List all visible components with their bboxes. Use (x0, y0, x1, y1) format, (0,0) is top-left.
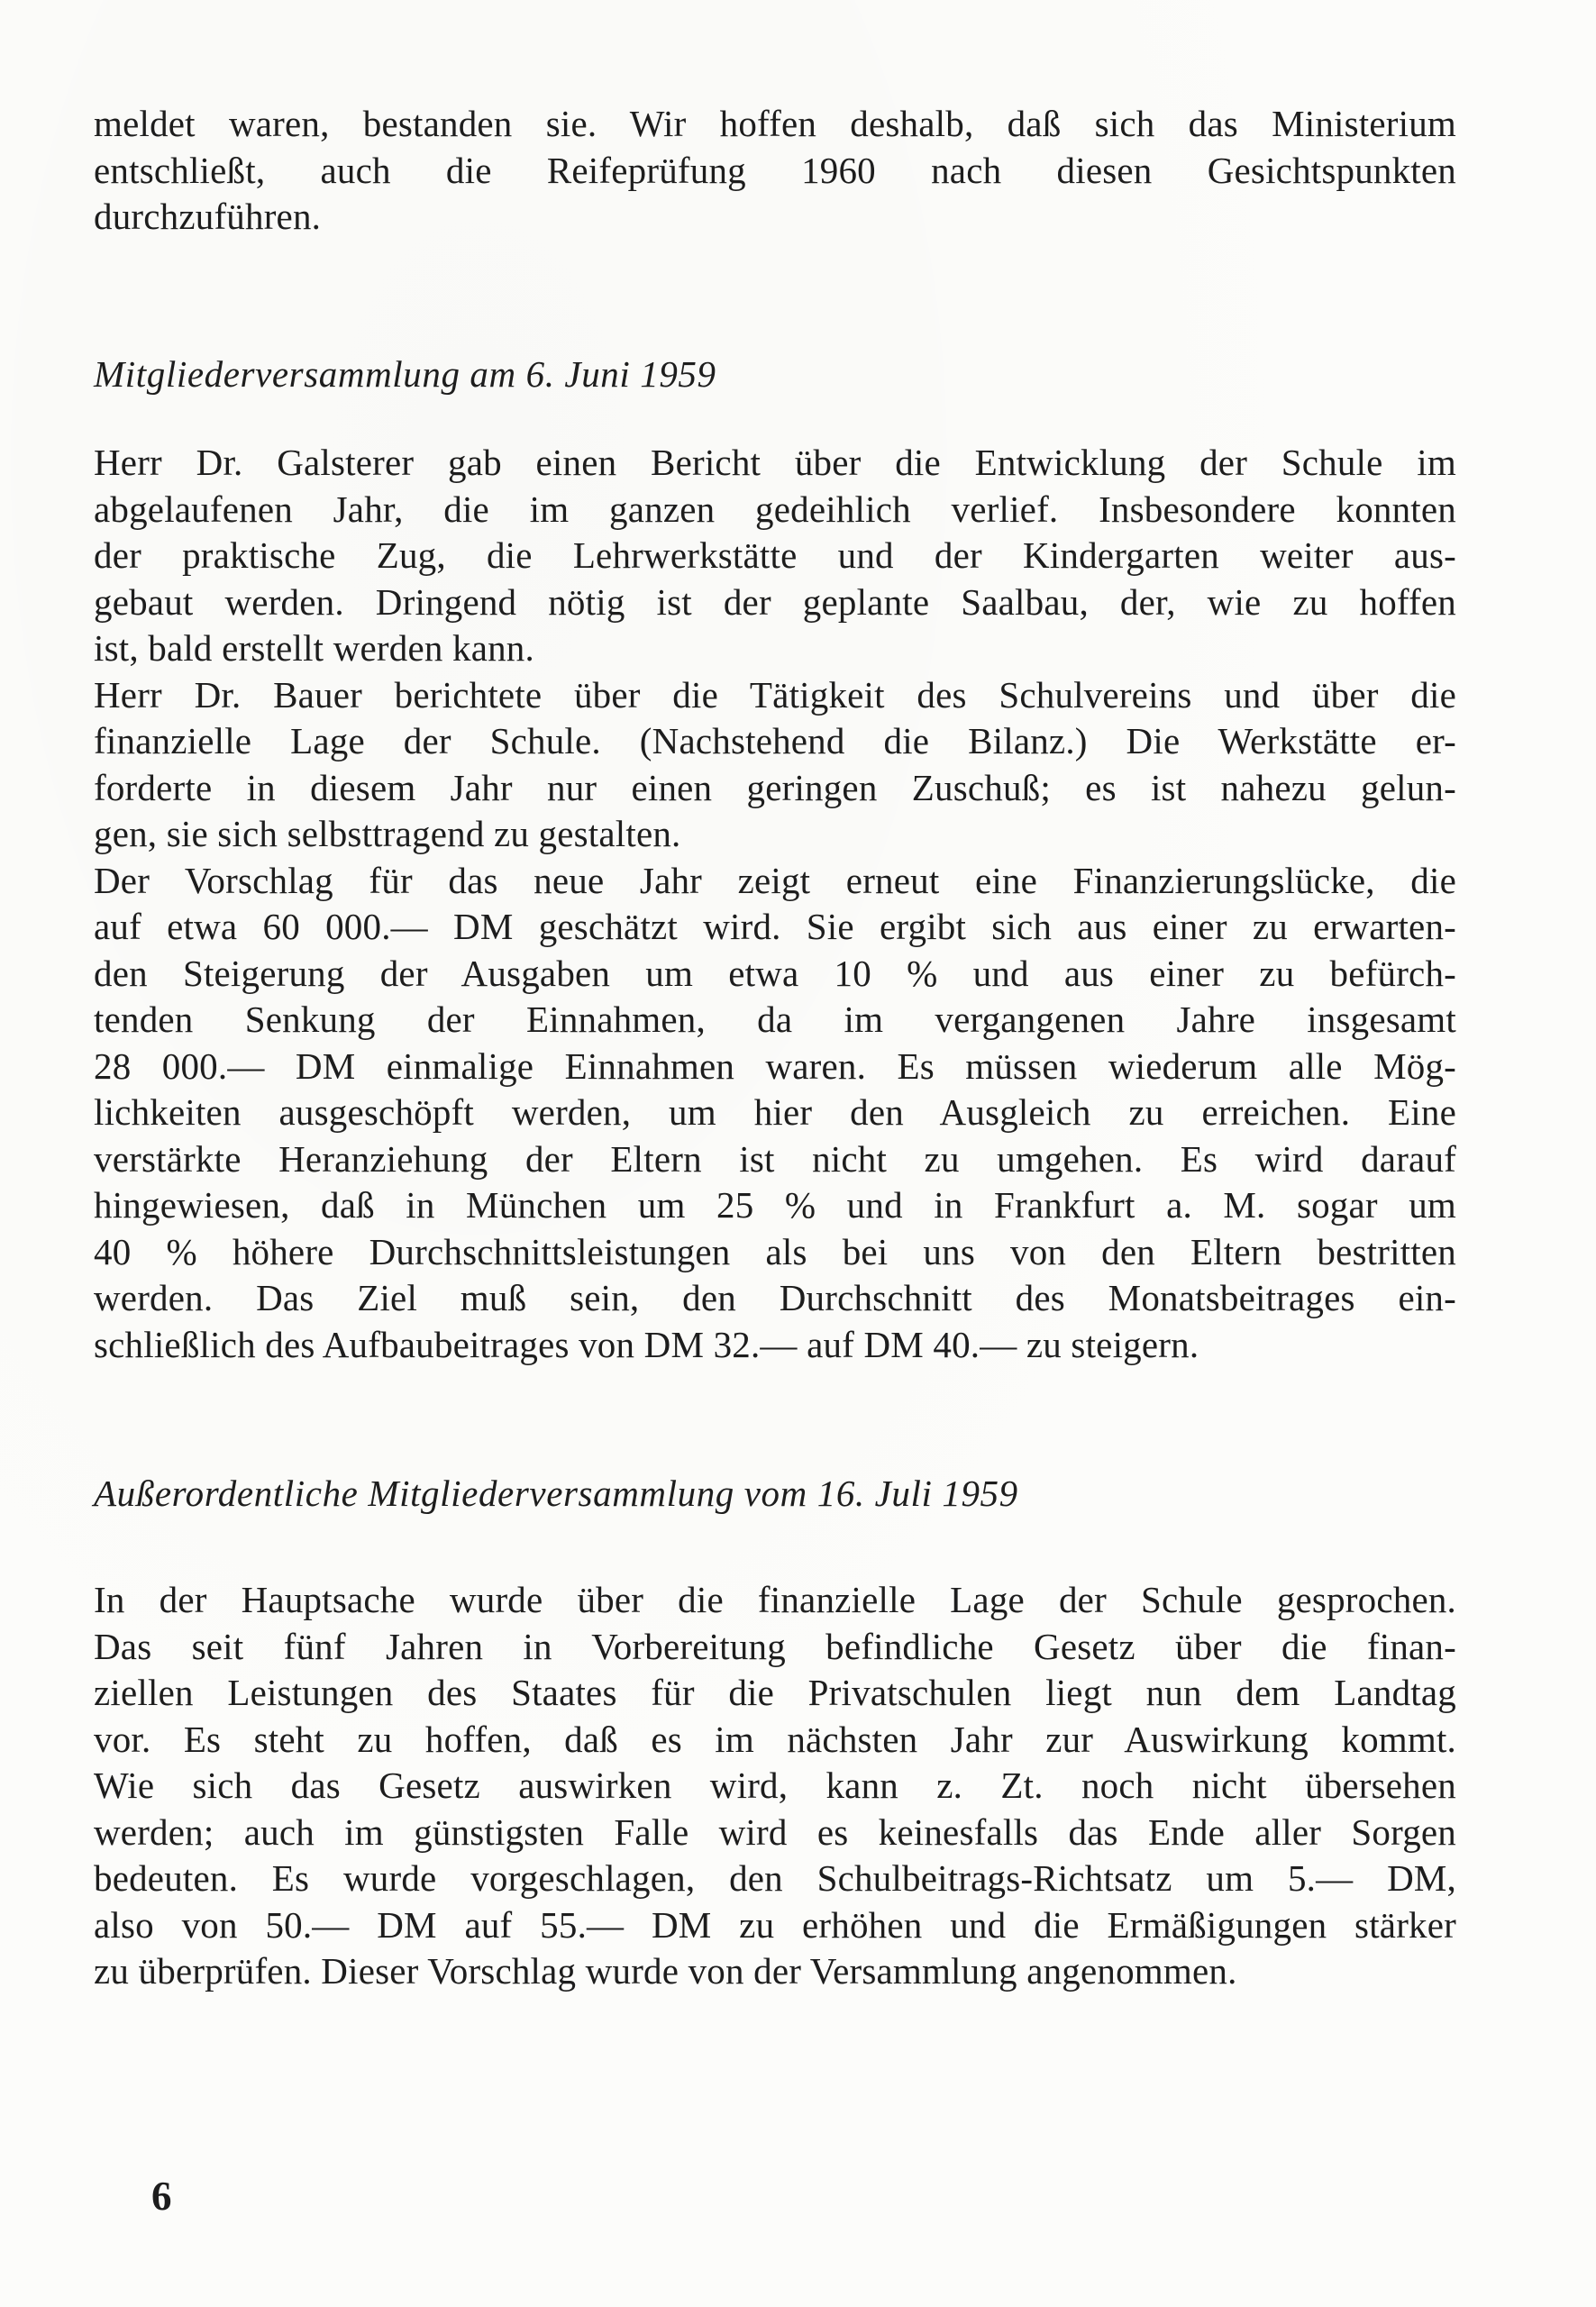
text-line: tenden Senkung der Einnahmen, da im vergangenen Jahre insgesamt (94, 998, 1456, 1040)
text-line: 40 % höhere Durchschnittsleistungen als bei uns von den Eltern bestritten (94, 1230, 1456, 1272)
text-line: Der Vorschlag für das neue Jahr zeigt erneut eine Finanzierungslücke, die (94, 859, 1456, 901)
text-line: also von 50.— DM auf 55.— DM zu erhöhen und die Ermäßigungen stärker (94, 1903, 1456, 1946)
text-line: gen, sie sich selbsttragend zu gestalten. (94, 813, 681, 854)
text-line: lichkeiten ausgeschöpft werden, um hier den Ausgleich zu erreichen. Eine (94, 1091, 1456, 1133)
text-line: Herr Dr. Bauer berichtete über die Tätigkeit des Schulvereins und über die (94, 673, 1456, 716)
text-line: forderte in diesem Jahr nur einen geringen Zuschuß; es ist nahezu gelun- (94, 766, 1456, 808)
text-line: meldet waren, bestanden sie. Wir hoffen deshalb, daß sich das Ministerium (94, 103, 1456, 144)
paragraph-july-meeting-report (94, 1577, 1456, 1995)
section-heading-june-meeting: Mitgliederversammlung am 6. Juni 1959 (94, 353, 716, 395)
text-line: Das seit fünf Jahren in Vorbereitung befindliche Gesetz über die finan- (94, 1625, 1456, 1667)
text-line: durchzuführen. (94, 196, 322, 237)
text-line: ist, bald erstellt werden kann. (94, 627, 534, 669)
text-line: den Steigerung der Ausgaben um etwa 10 % und aus einer zu befürch- (94, 952, 1456, 994)
text-line: werden; auch im günstigsten Falle wird es keinesfalls das Ende aller Sorgen (94, 1810, 1456, 1853)
text-line: vor. Es steht zu hoffen, daß es im nächsten Jahr zur Auswirkung kommt. (94, 1718, 1456, 1760)
text-line: der praktische Zug, die Lehrwerkstätte und der Kindergarten weiter aus- (94, 534, 1456, 576)
text-line: entschließt, auch die Reifeprüfung 1960 nach diesen Gesichtspunkten (94, 149, 1456, 191)
page-number: 6 (151, 2174, 172, 2219)
paragraph-intro (94, 101, 1456, 241)
text-line: Wie sich das Gesetz auswirken wird, kann z. Zt. noch nicht übersehen (94, 1764, 1456, 1806)
text-line: hingewiesen, daß in München um 25 % und in Frankfurt a. M. sogar um (94, 1184, 1456, 1226)
text-line: In der Hauptsache wurde über die finanzielle Lage der Schule gesprochen. (94, 1579, 1456, 1620)
text-line: werden. Das Ziel muß sein, den Durchschnitt des Monatsbeitrages ein- (94, 1277, 1456, 1318)
text-line: gebaut werden. Dringend nötig ist der geplante Saalbau, der, wie zu hoffen (94, 580, 1456, 623)
text-line: bedeuten. Es wurde vorgeschlagen, den Schulbeitrags-Richtsatz um 5.— DM, (94, 1857, 1456, 1899)
text-line: verstärkte Heranziehung der Eltern ist nicht zu umgehen. Es wird darauf (94, 1137, 1456, 1180)
text-line: schließlich des Aufbaubeitrages von DM 32.— auf DM 40.— zu steigern. (94, 1323, 1199, 1365)
section-heading-july-meeting: Außerordentliche Mitgliederversammlung vom 16. Juli 1959 (94, 1473, 1018, 1514)
text-line: Herr Dr. Galsterer gab einen Bericht über die Entwicklung der Schule im (94, 442, 1456, 483)
text-line: zu überprüfen. Dieser Vorschlag wurde von der Versammlung angenommen. (94, 1950, 1237, 1992)
text-line: 28 000.— DM einmalige Einnahmen waren. Es müssen wiederum alle Mög- (94, 1044, 1456, 1087)
text-line: ziellen Leistungen des Staates für die Privatschulen liegt nun dem Landtag (94, 1672, 1456, 1713)
paragraph-june-meeting-report (94, 440, 1456, 1368)
text-line: auf etwa 60 000.— DM geschätzt wird. Sie ergibt sich aus einer zu erwarten- (94, 906, 1456, 947)
text-line: abgelaufenen Jahr, die im ganzen gedeihlich verlief. Insbesondere konnten (94, 488, 1456, 530)
text-line: finanzielle Lage der Schule. (Nachstehend die Bilanz.) Die Werkstätte er- (94, 720, 1456, 761)
